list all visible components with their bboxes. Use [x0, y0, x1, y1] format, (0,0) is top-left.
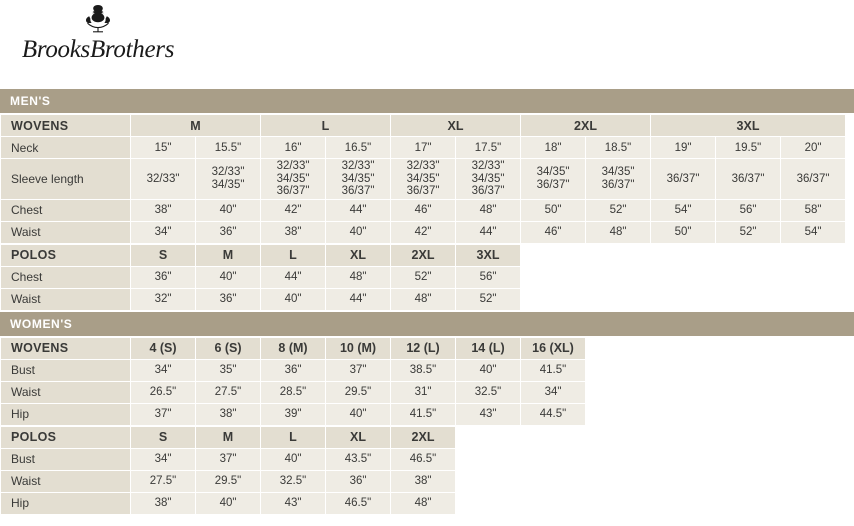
measurement-cell: 32.5" [456, 381, 521, 403]
measurement-cell: 42" [261, 199, 326, 221]
measurement-cell: 48" [456, 199, 521, 221]
measurement-cell: 28.5" [261, 381, 326, 403]
column-header [326, 426, 391, 448]
measurement-cell: 31" [391, 381, 456, 403]
column-header [391, 244, 456, 266]
table-row [1, 199, 846, 221]
measurement-cell: 36" [131, 266, 196, 288]
measurement-cell: 34" [131, 359, 196, 381]
table-header-label: WOVENS [1, 115, 131, 137]
table-header-row [1, 244, 521, 266]
row-label: Chest [1, 199, 131, 221]
column-header-label: 14 [471, 341, 486, 355]
size-sections [0, 88, 854, 515]
measurement-cell: 48" [391, 288, 456, 310]
measurement-cell: 26.5" [131, 381, 196, 403]
column-header-sublabel: (M) [353, 341, 377, 355]
measurement-cell: 32" [131, 288, 196, 310]
brand-logo [0, 0, 854, 88]
row-label: Bust [1, 359, 131, 381]
measurement-cell: 46.5" [326, 492, 391, 514]
measurement-cell: 52" [716, 221, 781, 243]
table-row [1, 492, 456, 514]
column-header [261, 115, 391, 137]
measurement-cell: 43" [456, 403, 521, 425]
column-header-label: 6 [214, 341, 222, 355]
logo-wrap [8, 4, 188, 64]
measurement-cell: 32/33" 34/35" 36/37" [391, 159, 456, 200]
table-row [1, 359, 586, 381]
column-header [326, 244, 391, 266]
column-header [131, 244, 196, 266]
section-band: MEN'S [0, 88, 854, 114]
column-header [456, 244, 521, 266]
column-header-label: S [158, 248, 168, 262]
brand-wordmark: BrooksBrothers [21, 36, 175, 63]
measurement-cell: 40" [261, 448, 326, 470]
measurement-cell: 37" [326, 359, 391, 381]
column-header [521, 115, 651, 137]
measurement-cell: 17" [391, 137, 456, 159]
row-label: Waist [1, 470, 131, 492]
measurement-cell: 50" [521, 199, 586, 221]
column-header-sublabel: (L) [485, 341, 505, 355]
measurement-cell: 48" [391, 492, 456, 514]
row-label: Neck [1, 137, 131, 159]
column-header-sublabel: (L) [420, 341, 440, 355]
measurement-cell: 48" [586, 221, 651, 243]
measurement-cell: 29.5" [196, 470, 261, 492]
size-table [0, 337, 586, 426]
column-header [196, 244, 261, 266]
column-header [131, 337, 196, 359]
column-header [196, 426, 261, 448]
measurement-cell: 18.5" [586, 137, 651, 159]
table-header-row [1, 426, 456, 448]
measurement-cell: 36" [326, 470, 391, 492]
column-header-label: M [222, 248, 234, 262]
measurement-cell: 34" [131, 221, 196, 243]
size-table [0, 244, 521, 311]
table-header-label: POLOS [1, 244, 131, 266]
table-header-label: WOVENS [1, 337, 131, 359]
column-header-label: 3XL [736, 118, 760, 133]
table-row [1, 288, 521, 310]
measurement-cell: 40" [196, 266, 261, 288]
table-row [1, 470, 456, 492]
column-header [391, 115, 521, 137]
row-label: Chest [1, 266, 131, 288]
measurement-cell: 44" [456, 221, 521, 243]
measurement-cell: 52" [456, 288, 521, 310]
measurement-cell: 58" [781, 199, 846, 221]
column-header-label: 12 [406, 341, 421, 355]
column-header [131, 115, 261, 137]
column-header [521, 337, 586, 359]
measurement-cell: 37" [131, 403, 196, 425]
measurement-cell: 38" [196, 403, 261, 425]
measurement-cell: 40" [326, 221, 391, 243]
column-header-label: L [289, 248, 297, 262]
measurement-cell: 36" [196, 221, 261, 243]
size-table [0, 426, 456, 515]
golden-fleece-sheep-icon [81, 4, 115, 38]
measurement-cell: 19" [651, 137, 716, 159]
measurement-cell: 15.5" [196, 137, 261, 159]
measurement-cell: 32/33" 34/35" 36/37" [326, 159, 391, 200]
table-header-row [1, 337, 586, 359]
column-header [261, 337, 326, 359]
measurement-cell: 32/33" 34/35" [196, 159, 261, 200]
measurement-cell: 20" [781, 137, 846, 159]
measurement-cell: 56" [716, 199, 781, 221]
measurement-cell: 35" [196, 359, 261, 381]
measurement-cell: 56" [456, 266, 521, 288]
measurement-cell: 38" [131, 199, 196, 221]
column-header-label: M [190, 118, 201, 133]
row-label: Waist [1, 288, 131, 310]
column-header-sublabel: (S) [156, 341, 177, 355]
table-row [1, 403, 586, 425]
column-header-sublabel: (M) [285, 341, 308, 355]
measurement-cell: 52" [586, 199, 651, 221]
table-row [1, 221, 846, 243]
column-header-label: XL [350, 248, 366, 262]
column-header [391, 426, 456, 448]
column-header [196, 337, 261, 359]
size-table [0, 114, 846, 244]
measurement-cell: 46" [521, 221, 586, 243]
measurement-cell: 43" [261, 492, 326, 514]
measurement-cell: 34" [131, 448, 196, 470]
measurement-cell: 46.5" [391, 448, 456, 470]
measurement-cell: 18" [521, 137, 586, 159]
measurement-cell: 34" [521, 381, 586, 403]
measurement-cell: 34/35" 36/37" [586, 159, 651, 200]
measurement-cell: 17.5" [456, 137, 521, 159]
measurement-cell: 48" [326, 266, 391, 288]
section-band: WOMEN'S [0, 311, 854, 337]
column-header-label: 2XL [411, 248, 435, 262]
measurement-cell: 32.5" [261, 470, 326, 492]
table-row [1, 266, 521, 288]
column-header-label: 2XL [574, 118, 597, 133]
measurement-cell: 32/33" 34/35" 36/37" [261, 159, 326, 200]
measurement-cell: 36" [261, 359, 326, 381]
measurement-cell: 52" [391, 266, 456, 288]
measurement-cell: 36/37" [716, 159, 781, 200]
measurement-cell: 54" [651, 199, 716, 221]
measurement-cell: 32/33" [131, 159, 196, 200]
measurement-cell: 44" [326, 199, 391, 221]
column-header-label: L [321, 118, 330, 133]
column-header-label: L [289, 430, 297, 444]
measurement-cell: 40" [196, 199, 261, 221]
table-row [1, 159, 846, 200]
measurement-cell: 27.5" [131, 470, 196, 492]
measurement-cell: 32/33" 34/35" 36/37" [456, 159, 521, 200]
row-label: Hip [1, 403, 131, 425]
column-header-sublabel: (XL) [546, 341, 574, 355]
column-header [391, 337, 456, 359]
measurement-cell: 37" [196, 448, 261, 470]
table-header-row [1, 115, 846, 137]
measurement-cell: 41.5" [391, 403, 456, 425]
measurement-cell: 15" [131, 137, 196, 159]
column-header-label: 16 [532, 341, 547, 355]
row-label: Waist [1, 381, 131, 403]
measurement-cell: 40" [196, 492, 261, 514]
measurement-cell: 44" [261, 266, 326, 288]
measurement-cell: 40" [326, 403, 391, 425]
measurement-cell: 40" [456, 359, 521, 381]
column-header-label: 3XL [476, 248, 500, 262]
measurement-cell: 19.5" [716, 137, 781, 159]
column-header-sublabel: (S) [221, 341, 242, 355]
measurement-cell: 42" [391, 221, 456, 243]
measurement-cell: 16.5" [326, 137, 391, 159]
measurement-cell: 36/37" [781, 159, 846, 200]
column-header-label: 8 [278, 341, 286, 355]
measurement-cell: 36/37" [651, 159, 716, 200]
column-header [456, 337, 521, 359]
measurement-cell: 44" [326, 288, 391, 310]
measurement-cell: 38" [391, 470, 456, 492]
column-header [261, 426, 326, 448]
measurement-cell: 43.5" [326, 448, 391, 470]
column-header [326, 337, 391, 359]
column-header-label: 4 [149, 341, 157, 355]
measurement-cell: 46" [391, 199, 456, 221]
row-label: Waist [1, 221, 131, 243]
measurement-cell: 38.5" [391, 359, 456, 381]
row-label: Bust [1, 448, 131, 470]
column-header-label: M [222, 430, 234, 444]
measurement-cell: 40" [261, 288, 326, 310]
measurement-cell: 39" [261, 403, 326, 425]
row-label: Hip [1, 492, 131, 514]
table-header-label: POLOS [1, 426, 131, 448]
measurement-cell: 16" [261, 137, 326, 159]
measurement-cell: 38" [261, 221, 326, 243]
column-header-label: S [158, 430, 168, 444]
measurement-cell: 41.5" [521, 359, 586, 381]
column-header-label: XL [447, 118, 464, 133]
column-header-label: 10 [339, 341, 354, 355]
measurement-cell: 34/35" 36/37" [521, 159, 586, 200]
measurement-cell: 29.5" [326, 381, 391, 403]
measurement-cell: 38" [131, 492, 196, 514]
row-label: Sleeve length [1, 159, 131, 200]
table-row [1, 448, 456, 470]
column-header-label: 2XL [411, 430, 435, 444]
column-header-label: XL [350, 430, 366, 444]
column-header [131, 426, 196, 448]
column-header [651, 115, 846, 137]
table-row [1, 137, 846, 159]
measurement-cell: 50" [651, 221, 716, 243]
measurement-cell: 54" [781, 221, 846, 243]
measurement-cell: 36" [196, 288, 261, 310]
measurement-cell: 27.5" [196, 381, 261, 403]
column-header [261, 244, 326, 266]
measurement-cell: 44.5" [521, 403, 586, 425]
table-row [1, 381, 586, 403]
